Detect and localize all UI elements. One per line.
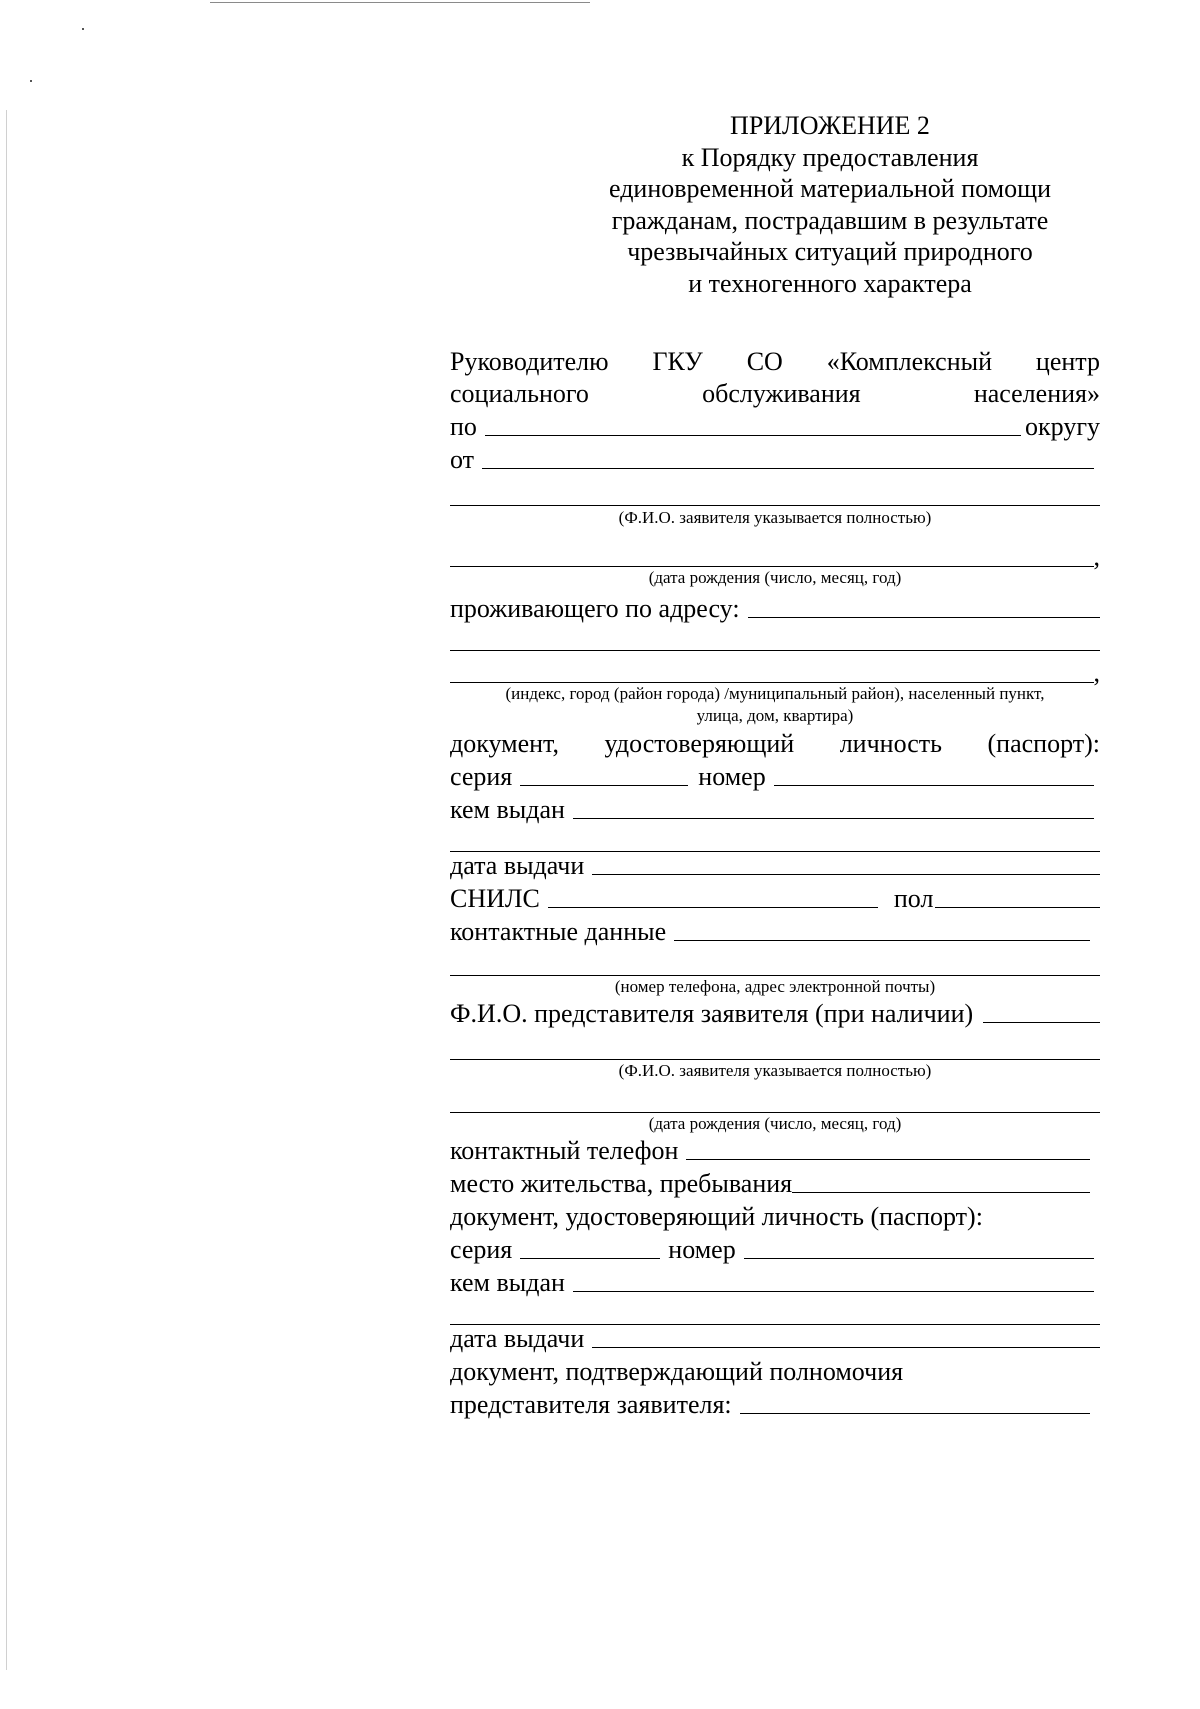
sex-field[interactable] (935, 907, 1100, 908)
representative-row (450, 996, 1100, 1029)
rep-residence-field[interactable] (792, 1192, 1090, 1193)
rep-phone-label: контактный телефон (450, 1136, 679, 1165)
issued-by-label: кем выдан (450, 795, 565, 824)
series-label: серия (450, 762, 513, 791)
passport-series-field[interactable] (520, 785, 688, 786)
appendix-subtitle-line: к Порядку предоставления (681, 142, 979, 172)
representative-birthdate-hint: (дата рождения (число, месяц, год) (648, 1114, 902, 1133)
rep-issued-by-field[interactable] (573, 1291, 1094, 1292)
addressee-word: социального (450, 379, 589, 408)
comma: , (1093, 542, 1100, 571)
appendix-subtitle-line: чрезвычайных ситуаций природного (627, 237, 1033, 266)
contacts-hint: (номер телефона, адрес электронной почты) (614, 977, 936, 996)
address-hint: улица, дом, квартира) (696, 706, 854, 725)
address-field-line-2[interactable] (450, 650, 1100, 651)
authority-doc-label: представителя заявителя: (450, 1390, 732, 1419)
scan-artifact-left-edge (6, 110, 7, 1670)
addressee-word: обслуживания (702, 379, 861, 408)
rep-issue-date-field[interactable] (592, 1347, 1100, 1348)
district-suffix: округу (1025, 412, 1100, 441)
snils-label: СНИЛС (450, 884, 540, 913)
issued-by-row (450, 792, 1100, 825)
addressee-word: «Комплексный (826, 347, 992, 376)
doc-word: личность (839, 729, 942, 758)
issue-date-label: дата выдачи (450, 1324, 585, 1353)
district-row (450, 409, 1100, 442)
issue-date-row (450, 848, 1100, 881)
rep-passport-series-field[interactable] (520, 1258, 660, 1259)
issued-by-field[interactable] (573, 818, 1094, 819)
number-label: номер (668, 1235, 736, 1264)
applicant-full-name-field[interactable] (450, 505, 1100, 506)
appendix-subtitle-line: гражданам, пострадавшим в результате (611, 205, 1049, 235)
addressee-word: Руководителю (450, 347, 609, 376)
sex-label: пол (893, 884, 934, 913)
address-field[interactable] (748, 617, 1100, 618)
authority-doc-row (450, 1354, 1100, 1387)
address-line-3-row (450, 658, 1100, 687)
address-label: проживающего по адресу: (450, 594, 740, 623)
doc-word: документ, (450, 729, 559, 758)
representative-label: Ф.И.О. представителя заявителя (при наличии) (450, 999, 974, 1028)
address-row (450, 591, 1100, 624)
addressee-line-1 (450, 345, 1100, 377)
appendix-title: ПРИЛОЖЕНИЕ 2 (730, 111, 930, 140)
applicant-name-field[interactable] (482, 468, 1094, 469)
rep-phone-row (450, 1133, 1100, 1166)
passport-number-field[interactable] (774, 785, 1094, 786)
applicant-birthdate-hint: (дата рождения (число, месяц, год) (648, 568, 902, 587)
snils-row (450, 881, 1100, 914)
doc-word: удостоверяющий (604, 729, 795, 758)
addressee-word: центр (1035, 347, 1100, 376)
issued-by-label: кем выдан (450, 1268, 565, 1297)
rep-phone-field[interactable] (686, 1159, 1090, 1160)
from-label: от (450, 445, 475, 474)
applicant-name-hint: (Ф.И.О. заявителя указывается полностью) (618, 508, 932, 527)
district-field[interactable] (485, 435, 1021, 436)
appendix-subtitle-line: и техногенного характера (688, 268, 972, 298)
representative-name-hint: (Ф.И.О. заявителя указывается полностью) (618, 1061, 932, 1080)
doc-word: (паспорт): (987, 729, 1100, 758)
appendix-header (560, 110, 1100, 299)
rep-issue-date-row (450, 1321, 1100, 1354)
rep-residence-row (450, 1166, 1100, 1199)
contacts-row (450, 914, 1100, 947)
appendix-subtitle-line: единовременной материальной помощи (609, 174, 1051, 203)
application-form (450, 345, 1100, 1420)
rep-doc-label: документ, удостоверяющий личность (паспорт): (450, 1202, 983, 1231)
address-hint: (индекс, город (район города) /муниципальный район), населенный пункт, (505, 684, 1045, 703)
addressee-line-2 (450, 377, 1100, 409)
passport-series-row (450, 759, 1100, 792)
authority-doc-label: документ, подтверждающий полномочия (450, 1357, 904, 1386)
number-label: номер (698, 762, 766, 791)
from-row (450, 442, 1100, 475)
rep-passport-number-field[interactable] (744, 1258, 1094, 1259)
identity-doc-line (450, 727, 1100, 759)
addressee-word: СО (746, 347, 783, 376)
rep-residence-label: место жительства, пребывания (450, 1169, 793, 1198)
contacts-label: контактные данные (450, 917, 667, 946)
representative-name-field[interactable] (983, 1022, 1100, 1023)
district-prefix: по (450, 412, 477, 441)
scan-artifact-top (210, 2, 590, 3)
comma: , (1093, 658, 1100, 687)
rep-doc-row (450, 1199, 1100, 1232)
rep-passport-row (450, 1232, 1100, 1265)
scan-speck (30, 80, 32, 82)
contacts-field[interactable] (674, 940, 1090, 941)
applicant-birthdate-row (450, 542, 1100, 571)
rep-issued-by-row (450, 1265, 1100, 1298)
scan-speck (82, 28, 84, 30)
addressee-word: населения» (973, 379, 1100, 408)
series-label: серия (450, 1235, 513, 1264)
authority-doc-field[interactable] (740, 1413, 1090, 1414)
addressee-word: ГКУ (652, 347, 703, 376)
authority-doc-row-2 (450, 1387, 1100, 1420)
issue-date-label: дата выдачи (450, 851, 585, 880)
issue-date-field[interactable] (592, 874, 1100, 875)
snils-field[interactable] (548, 907, 878, 908)
